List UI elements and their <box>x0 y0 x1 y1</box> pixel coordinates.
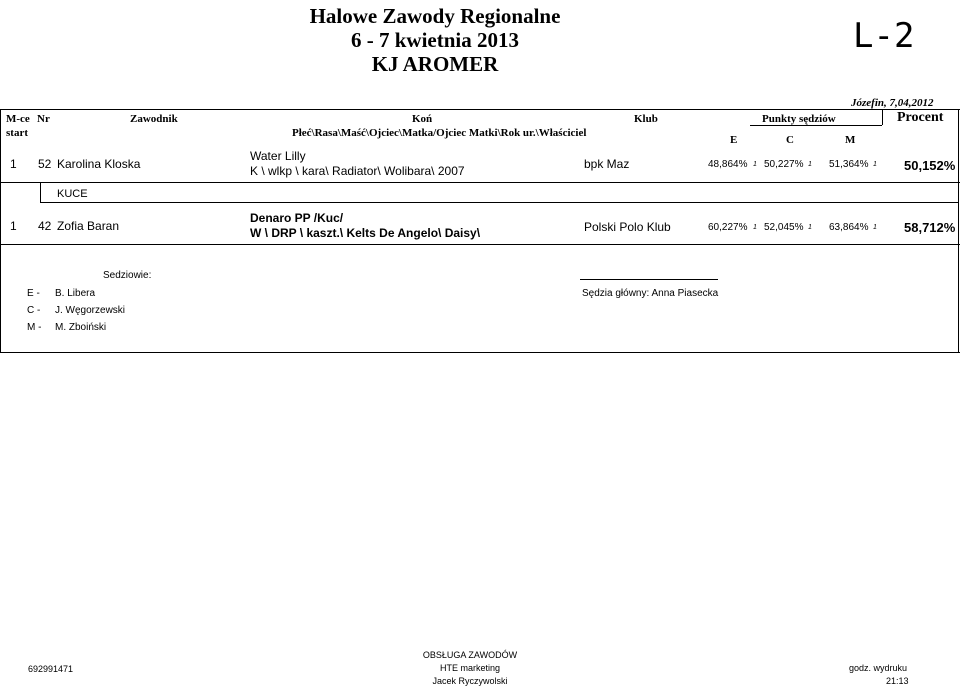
col-header-c: C <box>786 134 794 146</box>
result-1-e-score: 48,864% <box>708 159 748 170</box>
result-1-number: 52 <box>38 157 52 171</box>
table-bottom-border <box>0 352 960 353</box>
result-2-horse: Denaro PP /Kuc/ <box>250 211 344 225</box>
col-header-klub: Klub <box>634 113 658 125</box>
location-date: Józefin, 7,04,2012 <box>851 97 934 109</box>
result-2-rider: Zofia Baran <box>57 219 120 233</box>
signature-line <box>580 279 718 280</box>
footer-service-line1: OBSŁUGA ZAWODÓW <box>422 650 518 660</box>
judge-m-name: M. Zboiński <box>55 322 107 333</box>
event-dates: 6 - 7 kwietnia 2013 <box>351 28 519 52</box>
col-header-nr: Nr <box>37 113 50 125</box>
row-2-bottom-border <box>0 244 960 245</box>
judge-c-name: J. Węgorzewski <box>55 305 126 316</box>
col-header-punkty: Punkty sędziów <box>762 113 836 125</box>
result-1-club: bpk Maz <box>584 157 630 171</box>
result-1-m-rank: 1 <box>873 161 877 168</box>
col-header-mce: M-ce <box>6 113 30 125</box>
section-label: KUCE <box>57 188 88 200</box>
result-2-m-score: 63,864% <box>829 222 869 233</box>
event-organizer: KJ AROMER <box>371 52 499 76</box>
result-1-total: 50,152% <box>904 158 956 173</box>
col-header-e: E <box>730 134 738 146</box>
judge-c-position: C - <box>27 305 41 316</box>
col-header-zawodnik: Zawodnik <box>130 113 178 125</box>
procent-divider <box>882 110 883 125</box>
result-1-m-score: 51,364% <box>829 159 869 170</box>
result-2-total: 58,712% <box>904 220 956 235</box>
col-header-m: M <box>845 134 856 146</box>
table-top-border <box>0 109 960 110</box>
result-2-e-score: 60,227% <box>708 222 748 233</box>
col-header-kon: Koń <box>412 113 433 125</box>
footer-phone: 692991471 <box>28 664 74 674</box>
result-1-place: 1 <box>10 157 17 171</box>
section-underline <box>40 202 958 203</box>
result-1-horse-details: K \ wlkp \ kara\ Radiator\ Wolibara\ 2007 <box>250 164 465 178</box>
section-left-border <box>40 182 41 202</box>
judges-heading: Sedziowie: <box>103 270 152 281</box>
result-1-rider: Karolina Kloska <box>57 157 141 171</box>
footer-print-label: godz. wydruku <box>849 663 908 673</box>
punkty-underline <box>750 125 882 126</box>
result-2-number: 42 <box>38 219 52 233</box>
result-1-horse: Water Lilly <box>250 149 306 163</box>
footer-service-line3: Jacek Ryczywolski <box>432 676 508 686</box>
judge-e-name: B. Libera <box>55 288 96 299</box>
result-2-m-rank: 1 <box>873 224 877 231</box>
col-header-procent: Procent <box>897 110 944 125</box>
result-2-c-rank: 1 <box>808 224 812 231</box>
judge-e-position: E - <box>27 288 40 299</box>
result-2-horse-details: W \ DRP \ kaszt.\ Kelts De Angelo\ Daisy\ <box>250 226 481 240</box>
result-2-place: 1 <box>10 219 17 233</box>
col-header-kon-details: Płeć\Rasa\Maść\Ojciec\Matka/Ojciec Matki\Rok ur.\Właściciel <box>292 127 587 139</box>
judge-m-position: M - <box>27 322 42 333</box>
footer-service-line2: HTE marketing <box>439 663 501 673</box>
col-header-start: start <box>6 127 28 139</box>
table-left-border <box>0 109 1 353</box>
chief-judge: Sędzia główny: Anna Piasecka <box>582 288 719 299</box>
result-1-e-rank: 1 <box>753 161 757 168</box>
table-right-border <box>958 109 959 353</box>
result-1-c-score: 50,227% <box>764 159 804 170</box>
result-1-c-rank: 1 <box>808 161 812 168</box>
event-title: Halowe Zawody Regionalne <box>309 4 561 28</box>
row-divider <box>0 182 960 183</box>
result-2-c-score: 52,045% <box>764 222 804 233</box>
result-2-club: Polski Polo Klub <box>584 220 671 234</box>
result-2-e-rank: 1 <box>753 224 757 231</box>
footer-print-time: 21:13 <box>886 676 909 686</box>
class-code: L-2 <box>853 16 915 56</box>
